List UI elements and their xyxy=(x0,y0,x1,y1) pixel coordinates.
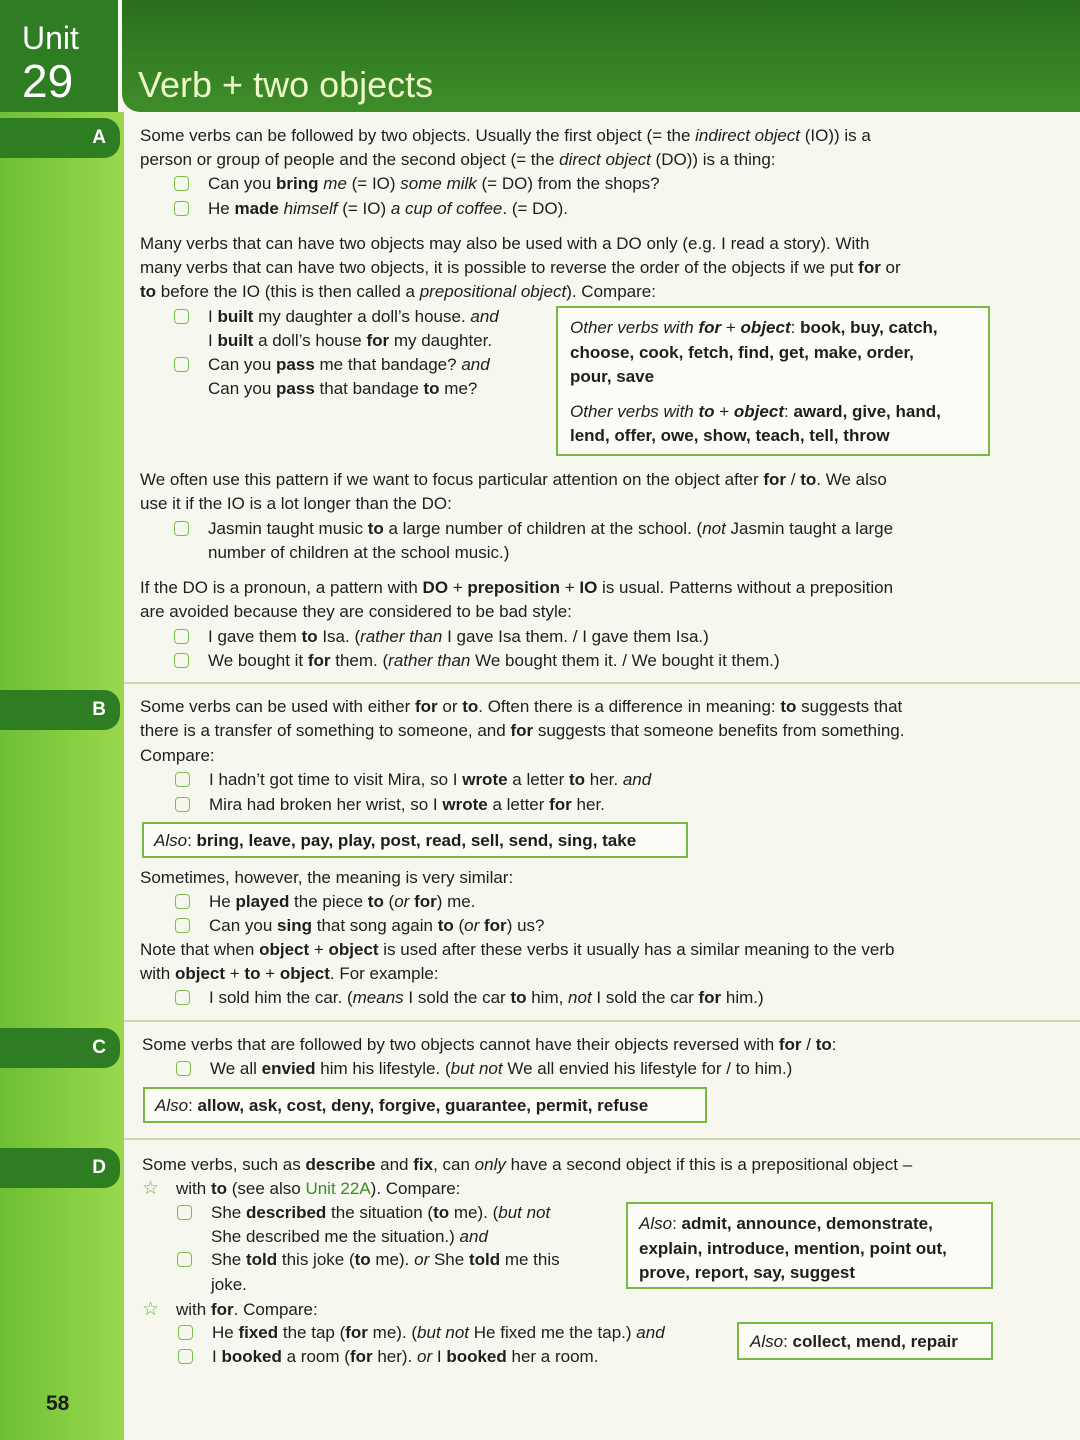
verb-list-box xyxy=(556,306,990,456)
paragraph-line: use it if the IO is a lot longer than the DO: xyxy=(140,494,452,513)
example-sentence: He made himself (= IO) a cup of coffee. (= DO). xyxy=(208,199,569,218)
section-tab-a: A xyxy=(0,118,120,158)
example-sentence: He played the piece to (or for) me. xyxy=(209,892,476,911)
bullet-icon xyxy=(177,1252,192,1267)
bullet-icon xyxy=(175,894,190,909)
box-line: lend, offer, owe, show, teach, tell, throw xyxy=(570,426,890,445)
example-sentence: I hadn’t got time to visit Mira, so I wrote a letter to her. and xyxy=(209,770,652,789)
bullet-icon xyxy=(174,357,189,372)
paragraph-line: with to (see also Unit 22A). Compare: xyxy=(176,1179,461,1198)
paragraph-line: are avoided because they are considered to be bad style: xyxy=(140,602,572,621)
example-sentence: I booked a room (for her). or I booked her a room. xyxy=(212,1347,599,1366)
example-sentence: Jasmin taught music to a large number of children at the school. (not Jasmin taught a large xyxy=(208,519,894,538)
bullet-icon xyxy=(174,309,189,324)
box-line: Also: bring, leave, pay, play, post, read, sell, send, sing, take xyxy=(154,831,637,850)
example-sentence: He fixed the tap (for me). (but not He fixed me the tap.) and xyxy=(212,1323,665,1342)
bullet-icon xyxy=(178,1349,193,1364)
bullet-icon xyxy=(178,1325,193,1340)
example-sentence: I gave them to Isa. (rather than I gave Isa them. / I gave them Isa.) xyxy=(208,627,709,646)
paragraph-line: Note that when object + object is used after these verbs it usually has a similar meaning to the verb xyxy=(140,940,895,959)
box-line: Other verbs with to + object: award, give, hand, xyxy=(570,401,941,421)
star-icon: ☆ xyxy=(142,1178,160,1199)
box-line: Also: collect, mend, repair xyxy=(750,1332,958,1351)
example-sentence: Can you bring me (= IO) some milk (= DO) from the shops? xyxy=(208,174,660,193)
paragraph-line: Some verbs, such as describe and fix, can only have a second object if this is a prepositional object – xyxy=(142,1155,913,1174)
paragraph-line: Some verbs can be used with either for or to. Often there is a difference in meaning: to suggests that xyxy=(140,697,903,716)
example-sentence: Mira had broken her wrist, so I wrote a letter for her. xyxy=(209,795,605,814)
bullet-icon xyxy=(174,176,189,191)
paragraph-line: Sometimes, however, the meaning is very similar: xyxy=(140,868,514,887)
bullet-icon xyxy=(174,201,189,216)
bullet-icon xyxy=(177,1205,192,1220)
unit-label: Unit xyxy=(22,20,79,56)
paragraph-line: to before the IO (this is then called a prepositional object). Compare: xyxy=(140,282,656,301)
page-number: 58 xyxy=(46,1392,70,1415)
section-tab-c: C xyxy=(0,1028,120,1068)
paragraph-line: Some verbs can be followed by two objects. Usually the first object (= the indirect object (IO)) is a xyxy=(140,126,871,145)
example-sentence: Can you pass me that bandage? and xyxy=(208,355,490,374)
bullet-icon xyxy=(174,521,189,536)
paragraph-line: Many verbs that can have two objects may also be used with a DO only (e.g. I read a story). With xyxy=(140,234,870,253)
bullet-icon xyxy=(175,797,190,812)
example-sentence: I built my daughter a doll’s house. and xyxy=(208,307,499,326)
left-margin-stripe xyxy=(0,112,124,1440)
box-line: explain, introduce, mention, point out, xyxy=(639,1238,947,1258)
paragraph-line: many verbs that can have two objects, it is possible to reverse the order of the objects if we put for or xyxy=(140,258,901,277)
section-divider xyxy=(124,682,1080,684)
box-line: Also: allow, ask, cost, deny, forgive, guarantee, permit, refuse xyxy=(155,1096,649,1115)
example-sentence: Can you pass that bandage to me? xyxy=(208,379,478,398)
box-line: choose, cook, fetch, find, get, make, order, xyxy=(570,342,914,362)
section-divider xyxy=(124,1020,1080,1022)
also-box xyxy=(142,822,688,858)
also-box xyxy=(737,1322,993,1360)
unit-number: 29 xyxy=(22,55,74,107)
box-line: Other verbs with for + object: book, buy, catch, xyxy=(570,318,938,337)
example-sentence: She described the situation (to me). (but not xyxy=(211,1203,551,1222)
paragraph-line: person or group of people and the second object (= the direct object (DO)) is a thing: xyxy=(140,150,776,169)
also-box xyxy=(626,1202,993,1289)
example-sentence: I built a doll’s house for my daughter. xyxy=(208,331,493,350)
box-line: pour, save xyxy=(570,367,655,386)
example-sentence: Can you sing that song again to (or for) us? xyxy=(209,916,545,935)
example-sentence: She described me the situation.) and xyxy=(211,1227,488,1246)
unit-22a-link[interactable]: Unit 22A xyxy=(305,1179,371,1198)
bullet-icon xyxy=(175,918,190,933)
section-tab-d: D xyxy=(0,1148,120,1188)
example-sentence: I sold him the car. (means I sold the car to him, not I sold the car for him.) xyxy=(209,988,764,1007)
example-sentence: She told this joke (to me). or She told me this xyxy=(211,1250,560,1269)
section-tab-b: B xyxy=(0,690,120,730)
also-box xyxy=(143,1087,707,1123)
bullet-icon xyxy=(176,1061,191,1076)
section-divider xyxy=(124,1138,1080,1140)
star-icon: ☆ xyxy=(142,1299,160,1320)
example-sentence: joke. xyxy=(211,1275,247,1294)
example-sentence: We bought it for them. (rather than We bought them it. / We bought it them.) xyxy=(208,651,780,670)
box-line: prove, report, say, suggest xyxy=(639,1263,856,1282)
paragraph-line: If the DO is a pronoun, a pattern with DO + preposition + IO is usual. Patterns without a preposition xyxy=(140,578,894,597)
paragraph-line: with object + to + object. For example: xyxy=(140,964,439,983)
example-sentence: We all envied him his lifestyle. (but not We all envied his lifestyle for / to him.) xyxy=(210,1059,793,1078)
paragraph-line: We often use this pattern if we want to focus particular attention on the object after for / to. We also xyxy=(140,470,887,489)
paragraph-line: there is a transfer of something to someone, and for suggests that someone benefits from something. xyxy=(140,721,905,740)
example-sentence: number of children at the school music.) xyxy=(208,543,510,562)
page-title: Verb + two objects xyxy=(138,64,434,105)
paragraph-line: Some verbs that are followed by two objects cannot have their objects reversed with for / to: xyxy=(142,1035,837,1054)
bullet-icon xyxy=(174,629,189,644)
paragraph-line: with for. Compare: xyxy=(176,1300,318,1319)
paragraph-line: Compare: xyxy=(140,746,215,765)
bullet-icon xyxy=(174,653,189,668)
unit-badge xyxy=(0,0,118,112)
bullet-icon xyxy=(175,990,190,1005)
bullet-icon xyxy=(175,772,190,787)
box-line: Also: admit, announce, demonstrate, xyxy=(639,1214,933,1233)
